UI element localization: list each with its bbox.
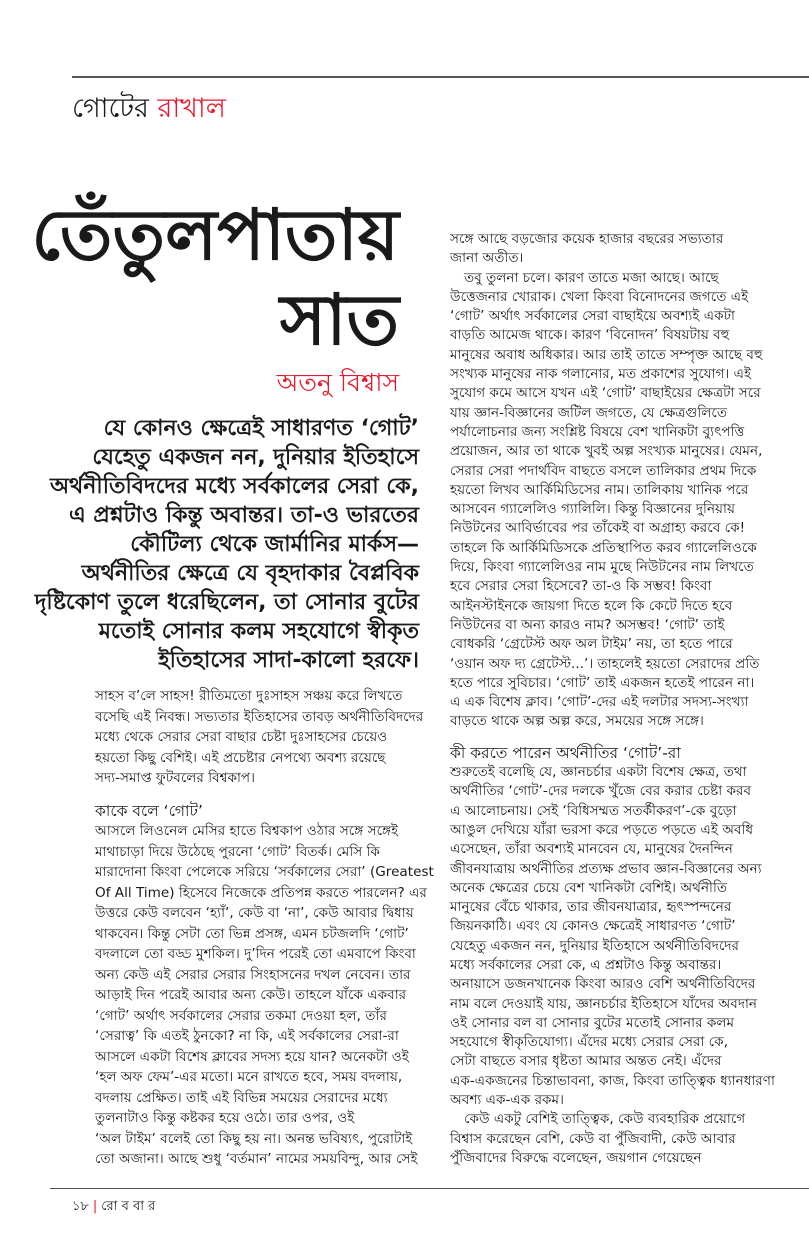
text-line: তবু তুলনা চলে। কারণ তাতে মজা আছে। আছে: [464, 269, 719, 286]
text-line: উত্তেজনার খোরাক। খেলা কিংবা বিনোদনের জগতে এই: [450, 288, 749, 305]
text-line: নিউটনের আবির্ভাবের পর তাঁকেই বা অগ্রাহ্য করবে কে!: [450, 520, 746, 537]
text-line: জানা অতীত।: [450, 250, 524, 267]
text-line: বদলালে তো বড্ড মুশকিল। দু’দিন পরেই তো এমবাপে কিংবা: [95, 946, 416, 962]
text-line: অনেক ক্ষেত্রের চেয়ে বেশ খানিকটা বেশিই। অর্থনীতি: [450, 879, 728, 896]
text-line: আসবেন গ্যালেলিও গ্যালিলি। কিন্তু বিজ্ঞানের দুনিয়ায়: [450, 501, 736, 518]
folio-separator: |: [92, 1199, 98, 1214]
text-line: হয়তো লিখব আর্কিমিডিসের নাম। তালিকায় খানিক পরে: [450, 481, 749, 498]
text-line: অনায়াসে ডজনখানেক কিংবা আরও বেশি অর্থনীতিবিদের: [450, 976, 756, 993]
text-line: অর্থনীতিবিদদের মধ্যে সর্বকালের সেরা কে,: [49, 474, 419, 499]
text-line: সেটা বাছতে বসার ধৃষ্টতা আমার অন্তত নেই। এঁদের: [450, 1053, 722, 1070]
text-line: সঙ্গে আছে বড়জোর কয়েক হাজার বছরের সভ্যতার: [450, 231, 724, 247]
intro-paragraph: [95, 686, 424, 789]
text-line: অর্থনীতির ‘গোট’-দের দলকে খুঁজে বের করার চেষ্টা করব: [450, 783, 752, 800]
text-line: তাহলে কি আর্কিমিডিসকে প্রতিস্থাপিত করব গ্যালেলিওকে: [450, 539, 757, 556]
article-title-line-1: তেঁতুলপাতায়: [31, 194, 399, 276]
text-line: ‘গোট’ অর্থাৎ সর্বকালের সেরা বাছাইয়ে অবশ্যই একটা: [450, 308, 735, 325]
body-paragraph: [450, 763, 795, 1110]
text-line: তো অজানা। আছে শুধু ‘বর্তমান’ নামের সময়বিন্দু, আর সেই: [95, 1151, 418, 1167]
author-byline: অতনু বিশ্বাস: [276, 368, 399, 397]
text-line: অবশ্য এক-এক রকম।: [450, 1092, 564, 1109]
text-line: মানুষের বেঁচে থাকার, তার জীবনযাত্রার, হৃৎস্পন্দনের: [450, 899, 732, 916]
text-line: নাম বলে দেওয়াই যায়, জ্ঞানচর্চার ইতিহাসে যাঁদের অবদান: [450, 995, 758, 1012]
text-line: জীবনযাত্রায় অর্থনীতির প্রত্যক্ষ প্রভাব জ্ঞান-বিজ্ঞানের অন্য: [450, 860, 762, 877]
text-line: ‘ওয়ান অফ দ্য গ্রেটেস্ট...’। তাহলেই হয়তো সেরাদের প্রতি: [450, 655, 760, 672]
bottom-divider: [50, 1188, 809, 1189]
text-line: পুঁজিবাদের বিরুদ্ধে বলেছেন, জয়গান গেয়েছেন: [450, 1149, 702, 1166]
text-line: আঙুল দেখিয়ে যাঁরা ভরসা করে পড়তে পড়তে এই অবধি: [450, 821, 754, 838]
text-line: হতে পারে সুবিচার। ‘গোট’ তাই একজন হতেই পারেন না।: [450, 674, 755, 691]
text-line: যে কোনও ক্ষেত্রেই সাধারণত ‘গোট’: [103, 416, 419, 441]
text-line: এ এক বিশেষ ক্লাব। ‘গোট’-দের এই দলটার সদস্য-সংখ্যা: [450, 694, 749, 711]
text-line: পর্যালোচনার জন্য সংশ্লিষ্ট বিষয়ে বেশ খানিকটা ব্যুৎপত্তি: [450, 423, 745, 440]
text-line: থাকবেন। কিন্তু সেটা তো ভিন্ন প্রসঙ্গ, এমন চটজলদি ‘গোট’: [95, 925, 409, 942]
subheading: কাকে বলে ‘গোট’: [95, 801, 203, 820]
text-line: এক-একজনের চিন্তাভাবনা, কাজ, কিংবা তাত্ত্বিক ধ্যানধারণা: [450, 1072, 775, 1089]
text-line: হবে সেরার সেরা হিসেবে? তা-ও কি সম্ভব! কিংবা: [450, 578, 712, 595]
text-line: যায় জ্ঞান-বিজ্ঞানের জটিল জগতে, যে ক্ষেত্রগুলিতে: [450, 404, 728, 421]
text-line: মধ্যে থেকে সেরার সেরা বাছার চেষ্টা দুঃসাহসের চেয়েও: [95, 729, 388, 745]
text-line: সহযোগে স্বীকৃতিযোগ্য। এঁদের মধ্যে সেরার সেরা কে,: [450, 1034, 729, 1051]
text-line: বিশ্বাস করেছেন বেশি, কেউ বা পুঁজিবাদী, কেউ আবার: [450, 1130, 736, 1147]
text-line: হয়তো কিছু বেশিই। এই প্রচেষ্টার নেপথ্যে অবশ্য রয়েছে: [95, 749, 386, 766]
section-prefix: গোটের: [72, 93, 149, 124]
text-line: কেউ একটু বেশিই তাত্ত্বিক, কেউ ব্যবহারিক প্রয়োগে: [464, 1111, 746, 1128]
section-highlight: রাখাল: [157, 93, 226, 124]
text-line: তুলনাটাও কিন্তু কষ্টকর হয়ে ওঠে। তার ওপর, ওই: [95, 1110, 355, 1126]
text-line: দৃষ্টিকোণ তুলে ধরেছিলেন, তা সোনার বুটের: [34, 590, 419, 615]
text-line: প্রয়োজন, আর তা থাকে খুবই অল্প সংখ্যক মানুষের। যেমন,: [450, 443, 763, 460]
text-line: অর্থনীতির ক্ষেত্রে যে বৃহদাকার বৈপ্লবিক: [81, 561, 419, 586]
magazine-name: রো ব বা র: [101, 1199, 156, 1214]
subheading: কী করতে পারেন অর্থনীতির ‘গোট’-রা: [450, 743, 681, 762]
article-title-line-2: সাত: [279, 279, 399, 361]
text-line: মতোই সোনার কলম সহযোগে স্বীকৃত: [98, 619, 419, 644]
text-line: ইতিহাসের সাদা-কালো হরফে।: [158, 648, 419, 673]
text-line: আসলে একটা বিশেষ ক্লাবের সদস্য হয়ে যান? অনেকটা ওই: [95, 1048, 409, 1065]
text-line: অন্য কেউ এই সেরার সেরার সিংহাসনের দখল নেবেন। তার: [95, 966, 411, 983]
text-line: ‘গোট’ অর্থাৎ সর্বকালের সেরার তকমা দেওয়া হল, তাঁর: [95, 1007, 387, 1024]
text-line: সংখ্যক মানুষের নাক গলানোর, মত প্রকাশের সুযোগ। এই: [450, 366, 752, 383]
text-line: বাড়তি আমেজ থাকে। কারণ ‘বিনোদন’ বিষয়টায় বহু: [450, 327, 730, 344]
left-column: [95, 686, 434, 1170]
text-line: ‘সেরাত্ব’ কি এতই ঠুনকো? না কি, এই সর্বকালের সেরা-রা: [95, 1028, 399, 1044]
text-line: মারাদোনা কিংবা পেলেকে সরিয়ে ‘সর্বকালের সেরা’ (Greatest: [95, 864, 434, 880]
right-column: [450, 230, 795, 1168]
text-line: এসেছেন, তাঁরা অবশ্যই মানবেন যে, মানুষের দৈনন্দিন: [450, 841, 733, 858]
text-line: এ আলোচনায়। সেই ‘বিধিসম্মত সতর্কীকরণ’-কে বুড়ো: [450, 802, 737, 819]
text-line: জিয়নকাঠি। এবং যে কোনও ক্ষেত্রেই সাধারণত ‘গোট’: [450, 918, 736, 935]
text-line: বোধকরি ‘গ্রেটেস্ট অফ অল টাইম’ নয়, তা হতে পারে: [450, 636, 733, 653]
text-line: সদ্য-সমাপ্ত ফুটবলের বিশ্বকাপ।: [95, 770, 255, 786]
text-line: কৌটিল্য থেকে জার্মানির মার্কস—: [130, 532, 419, 557]
text-line: শুরুতেই বলেছি যে, জ্ঞানচর্চার একটা বিশেষ ক্ষেত্র, তথা: [450, 764, 747, 781]
text-line: বসেছি এই নিবন্ধ। সভ্যতার ইতিহাসের তাবড় অর্থনীতিবিদদের: [95, 708, 424, 725]
body-paragraph: [450, 269, 795, 732]
section-header: [72, 88, 226, 133]
text-line: মাথাচাড়া দিয়ে উঠেছে পুরনো ‘গোট’ বিতর্ক। মেসি কি: [95, 843, 380, 860]
text-line: যেহেতু একজন নন, দুনিয়ার ইতিহাসে: [92, 445, 419, 470]
text-line: সুযোগ কমে আসে যখন এই ‘গোট’ বাছাইয়ের ক্ষেত্রটা সরে: [450, 385, 761, 402]
text-line: আসলে লিওনেল মেসির হাতে বিশ্বকাপ ওঠার সঙ্গে সঙ্গেই: [95, 823, 399, 839]
text-line: ওই সোনার বল বা সোনার বুটের মতোই সোনার কলম: [450, 1014, 735, 1031]
top-divider: [72, 76, 809, 78]
body-paragraph: [95, 821, 434, 1170]
page-folio: [72, 1197, 155, 1218]
text-line: মানুষের অবাধ অধিকার। আর তাই তাতে সম্পৃক্ত আছে বহু: [450, 346, 763, 363]
text-line: সাহস ব’লে সাহস! রীতিমতো দুঃসাহস সঞ্চয় করে লিখতে: [95, 688, 403, 704]
text-line: নিউটনের বা অন্য কারও নাম? অসম্ভব! ‘গোট’ তাই: [450, 616, 725, 633]
article-deck: [0, 414, 419, 675]
text-line: ‘হল অফ ফেম’-এর মতো। মনে রাখতে হবে, সময় বদলায়,: [95, 1069, 403, 1085]
text-line: মধ্যে সর্বকালের সেরা কে, এ প্রশ্নটাও কিন্তু অবান্তর।: [450, 956, 722, 973]
text-line: আড়াই দিন পরেই আবার অন্য কেউ। তাহলে যাঁকে একবার: [95, 987, 407, 1003]
text-line: দিয়ে, কিংবা গ্যালেলিওর নাম মুছে নিউটনের নাম লিখতে: [450, 559, 754, 576]
body-paragraph: [450, 230, 795, 269]
text-line: এ প্রশ্নটাও কিন্তু অবান্তর। তা-ও ভারতের: [68, 503, 419, 528]
text-line: বদলায় প্রেক্ষিত। তাই এই বিভিন্ন সময়ের সেরাদের মধ্যে: [95, 1089, 388, 1106]
text-line: Of All Time) হিসেবে নিজেকে প্রতিপন্ন করতে পারলেন? এর: [95, 884, 427, 901]
text-line: আইনস্টাইনকে জায়গা দিতে হলে কি কেটে দিতে হবে: [450, 597, 733, 614]
body-paragraph: [450, 1110, 795, 1168]
page-number: ১৮: [72, 1199, 89, 1214]
text-line: ‘অল টাইম’ বলেই তো কিছু হয় না। অনন্ত ভবিষ্যৎ, পুরোটাই: [95, 1130, 413, 1147]
text-line: সেরার সেরা পদার্থবিদ বাছতে বসলে তালিকার প্রথম দিকে: [450, 462, 757, 479]
text-line: বাড়তে থাকে অল্প অল্প করে, সময়ের সঙ্গে সঙ্গে।: [450, 713, 704, 730]
text-line: উত্তরে কেউ বলবেন ‘হ্যাঁ’, কেউ বা ‘না’, কেউ আবার দ্বিধায়: [95, 905, 414, 921]
text-line: যেহেতু একজন নন, দুনিয়ার ইতিহাসে অর্থনীতিবিদদের: [450, 937, 740, 954]
